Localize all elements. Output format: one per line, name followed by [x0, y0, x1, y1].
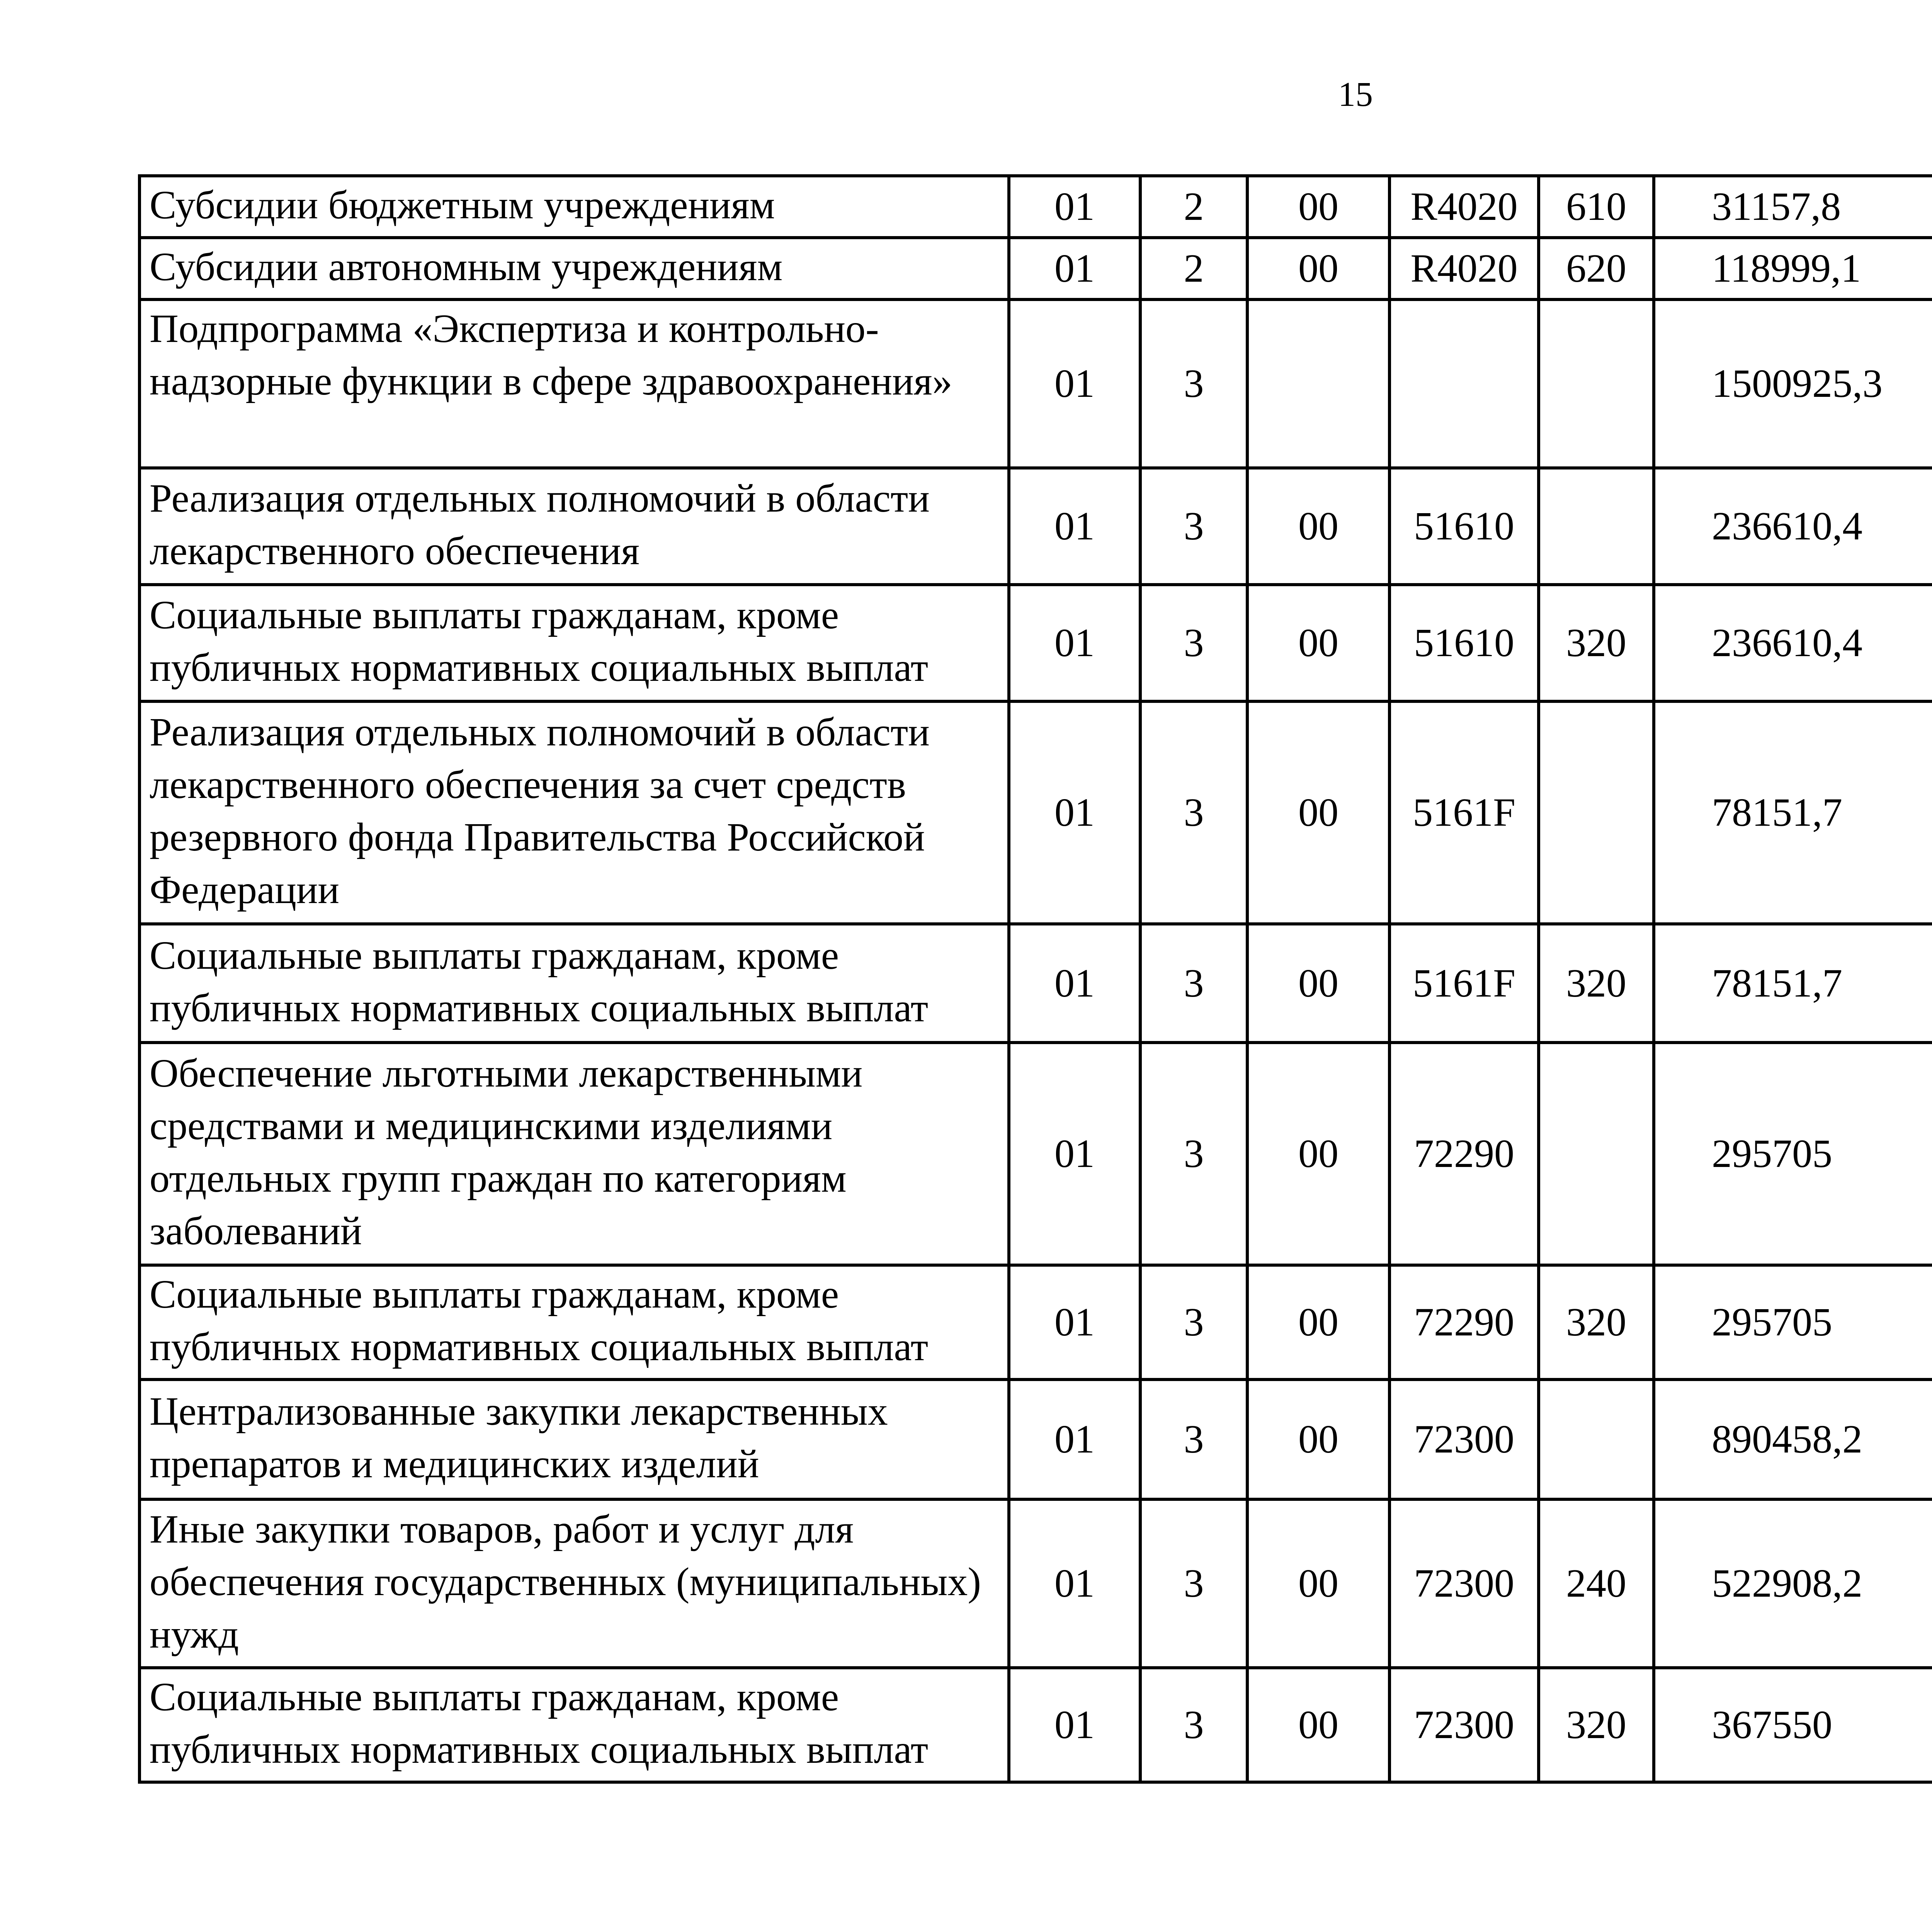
direction-code-cell: R4020: [1389, 238, 1539, 299]
expense-type-cell: 240: [1539, 1499, 1654, 1668]
direction-code-cell: 72300: [1389, 1499, 1539, 1668]
amount-year-1-cell: 522908,2: [1654, 1499, 1932, 1668]
expense-type-cell: [1539, 1043, 1654, 1265]
table-row: [139, 1265, 1932, 1379]
expense-type-cell: [1539, 468, 1654, 585]
page-number: 15: [1338, 75, 1373, 114]
expense-type-cell: 320: [1539, 585, 1654, 701]
subprogram-code-cell: 2: [1140, 238, 1247, 299]
table-row: [139, 468, 1932, 585]
expense-type-cell: 610: [1539, 176, 1654, 238]
amount-year-1-cell: 295705: [1654, 1043, 1932, 1265]
row-name-cell: Реализация отдельных полномочий в области лекарственного обеспечения: [139, 468, 1009, 585]
main-event-code-cell: 00: [1247, 176, 1389, 238]
budget-table: [138, 174, 1932, 1784]
row-name-cell: Субсидии бюджетным учреждениям: [139, 176, 1009, 238]
amount-year-1-cell: 78151,7: [1654, 924, 1932, 1043]
direction-code-cell: 51610: [1389, 585, 1539, 701]
row-name-cell: Иные закупки товаров, работ и услуг для обеспечения государственных (муниципальных) нужд: [139, 1499, 1009, 1668]
main-event-code-cell: 00: [1247, 1265, 1389, 1379]
direction-code-cell: R4020: [1389, 176, 1539, 238]
table-row: [139, 701, 1932, 924]
amount-year-1-cell: 236610,4: [1654, 468, 1932, 585]
table-row: [139, 924, 1932, 1043]
subprogram-code-cell: 3: [1140, 1379, 1247, 1499]
subprogram-code-cell: 3: [1140, 299, 1247, 468]
amount-year-1-cell: 78151,7: [1654, 701, 1932, 924]
subprogram-code-cell: 3: [1140, 924, 1247, 1043]
amount-year-1-cell: 295705: [1654, 1265, 1932, 1379]
subprogram-code-cell: 3: [1140, 585, 1247, 701]
amount-year-1-cell: 1500925,3: [1654, 299, 1932, 468]
subprogram-code-cell: 3: [1140, 1668, 1247, 1782]
amount-year-1-cell: 31157,8: [1654, 176, 1932, 238]
direction-code-cell: 51610: [1389, 468, 1539, 585]
row-name-cell: Реализация отдельных полномочий в области лекарственного обеспечения за счет средств резервного фонда Правительства Российской Федерации: [139, 701, 1009, 924]
row-name-cell: Обеспечение льготными лекарственными средствами и медицинскими изделиями отдельных групп граждан по категориям заболеваний: [139, 1043, 1009, 1265]
table-row: [139, 585, 1932, 701]
direction-code-cell: 5161F: [1389, 701, 1539, 924]
row-name-cell: Централизованные закупки лекарственных препаратов и медицинских изделий: [139, 1379, 1009, 1499]
program-code-cell: 01: [1009, 238, 1140, 299]
table-row: [139, 1043, 1932, 1265]
amount-year-1-cell: 236610,4: [1654, 585, 1932, 701]
expense-type-cell: 620: [1539, 238, 1654, 299]
table-row: [139, 1499, 1932, 1668]
subprogram-code-cell: 2: [1140, 176, 1247, 238]
program-code-cell: 01: [1009, 1379, 1140, 1499]
main-event-code-cell: 00: [1247, 1043, 1389, 1265]
main-event-code-cell: 00: [1247, 1379, 1389, 1499]
amount-year-1-cell: 890458,2: [1654, 1379, 1932, 1499]
subprogram-code-cell: 3: [1140, 701, 1247, 924]
amount-year-1-cell: 367550: [1654, 1668, 1932, 1782]
table-row: [139, 176, 1932, 238]
program-code-cell: 01: [1009, 924, 1140, 1043]
direction-code-cell: 72300: [1389, 1379, 1539, 1499]
main-event-code-cell: 00: [1247, 238, 1389, 299]
program-code-cell: 01: [1009, 1668, 1140, 1782]
expense-type-cell: 320: [1539, 1668, 1654, 1782]
main-event-code-cell: 00: [1247, 585, 1389, 701]
program-code-cell: 01: [1009, 1043, 1140, 1265]
expense-type-cell: 320: [1539, 1265, 1654, 1379]
main-event-code-cell: 00: [1247, 1668, 1389, 1782]
row-name-cell: Социальные выплаты гражданам, кроме публичных нормативных социальных выплат: [139, 924, 1009, 1043]
direction-code-cell: 72290: [1389, 1043, 1539, 1265]
program-code-cell: 01: [1009, 1499, 1140, 1668]
main-event-code-cell: 00: [1247, 701, 1389, 924]
row-name-cell: Социальные выплаты гражданам, кроме публичных нормативных социальных выплат: [139, 1265, 1009, 1379]
main-event-code-cell: 00: [1247, 468, 1389, 585]
main-event-code-cell: [1247, 299, 1389, 468]
amount-year-1-cell: 118999,1: [1654, 238, 1932, 299]
direction-code-cell: 72290: [1389, 1265, 1539, 1379]
subprogram-code-cell: 3: [1140, 1265, 1247, 1379]
subprogram-code-cell: 3: [1140, 468, 1247, 585]
row-name-cell: Субсидии автономным учреждениям: [139, 238, 1009, 299]
main-event-code-cell: 00: [1247, 924, 1389, 1043]
table-row: [139, 1668, 1932, 1782]
expense-type-cell: [1539, 1379, 1654, 1499]
expense-type-cell: [1539, 701, 1654, 924]
program-code-cell: 01: [1009, 176, 1140, 238]
program-code-cell: 01: [1009, 585, 1140, 701]
program-code-cell: 01: [1009, 468, 1140, 585]
program-code-cell: 01: [1009, 1265, 1140, 1379]
program-code-cell: 01: [1009, 299, 1140, 468]
subprogram-code-cell: 3: [1140, 1043, 1247, 1265]
row-name-cell: Социальные выплаты гражданам, кроме публичных нормативных социальных выплат: [139, 1668, 1009, 1782]
row-name-cell: Социальные выплаты гражданам, кроме публичных нормативных социальных выплат: [139, 585, 1009, 701]
direction-code-cell: [1389, 299, 1539, 468]
subprogram-code-cell: 3: [1140, 1499, 1247, 1668]
direction-code-cell: 72300: [1389, 1668, 1539, 1782]
table-row: [139, 238, 1932, 299]
table-row: [139, 1379, 1932, 1499]
direction-code-cell: 5161F: [1389, 924, 1539, 1043]
table-row: [139, 299, 1932, 468]
row-name-cell: Подпрограмма «Экспертиза и контрольно-надзорные функции в сфере здравоохранения»: [139, 299, 1009, 468]
program-code-cell: 01: [1009, 701, 1140, 924]
expense-type-cell: 320: [1539, 924, 1654, 1043]
expense-type-cell: [1539, 299, 1654, 468]
main-event-code-cell: 00: [1247, 1499, 1389, 1668]
